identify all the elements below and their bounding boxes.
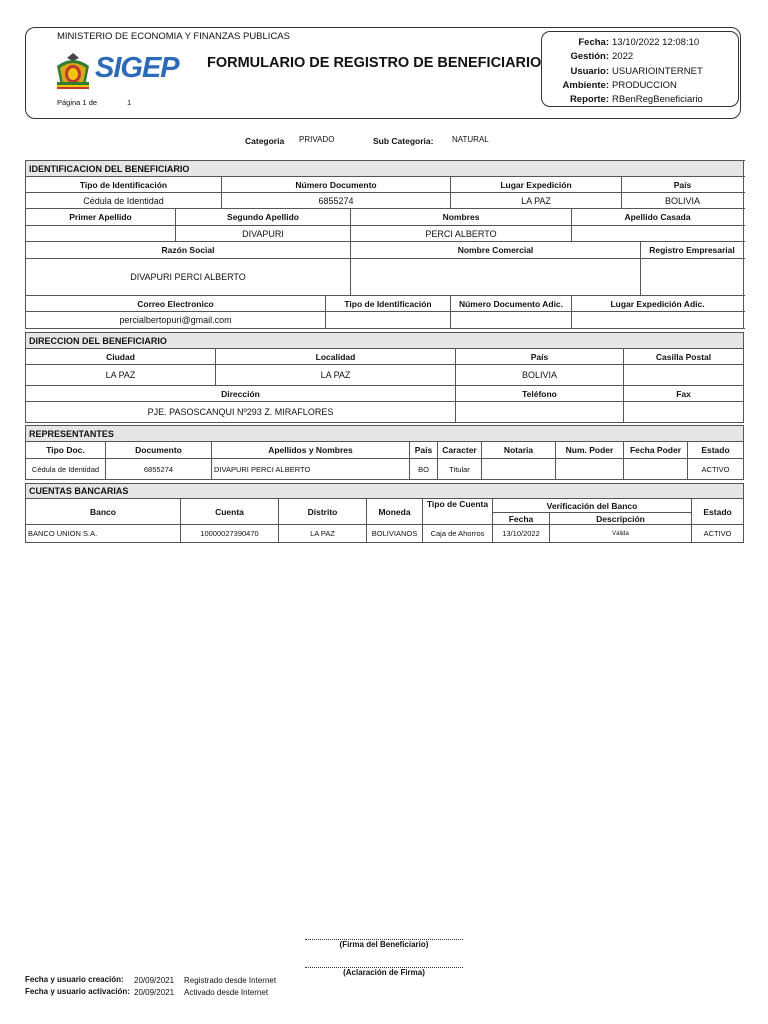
cell-registro-empresarial bbox=[641, 259, 744, 296]
ministry-name: MINISTERIO DE ECONOMIA Y FINANZAS PUBLICAS bbox=[57, 31, 290, 42]
cell-fecha-poder bbox=[624, 459, 688, 480]
activacion-date: 20/09/2021 bbox=[134, 988, 175, 997]
header-localidad: Localidad bbox=[216, 349, 456, 365]
header-pais-rep: País bbox=[410, 442, 438, 459]
sub-categoria-label: Sub Categoria: bbox=[373, 136, 434, 146]
cell-fecha-verificacion: 13/10/2022 bbox=[493, 525, 550, 543]
header-numero-documento-adic: Número Documento Adic. bbox=[451, 296, 572, 312]
meta-row-gestion bbox=[542, 51, 740, 65]
meta-label: Ambiente: bbox=[562, 80, 609, 91]
header-banco: Banco bbox=[26, 499, 181, 525]
cell-telefono bbox=[456, 402, 624, 423]
cell-distrito: LA PAZ bbox=[279, 525, 367, 543]
section-direccion: DIRECCION DEL BENEFICIARIO bbox=[26, 333, 744, 349]
sub-categoria-value: NATURAL bbox=[452, 135, 489, 144]
header-fecha-verificacion: Fecha bbox=[493, 513, 550, 525]
header-nombres: Nombres bbox=[351, 209, 572, 226]
cell-primer-apellido bbox=[26, 226, 176, 242]
identificacion-table bbox=[25, 160, 744, 329]
header-numero-documento: Número Documento bbox=[222, 177, 451, 193]
cell-pais-direccion: BOLIVIA bbox=[456, 365, 624, 386]
cell-nombre-comercial bbox=[351, 259, 641, 296]
cuentas-table bbox=[25, 483, 744, 543]
cell-caracter: Titular bbox=[438, 459, 482, 480]
cell-lugar-expedicion: LA PAZ bbox=[451, 193, 622, 209]
header-pais: País bbox=[622, 177, 744, 193]
header-fecha-poder: Fecha Poder bbox=[624, 442, 688, 459]
meta-value: 2022 bbox=[612, 51, 634, 62]
firma-label: (Firma del Beneficiario) bbox=[339, 940, 429, 949]
section-cuentas: CUENTAS BANCARIAS bbox=[26, 484, 744, 499]
header-lugar-expedicion: Lugar Expedición bbox=[451, 177, 622, 193]
header-primer-apellido: Primer Apellido bbox=[26, 209, 176, 226]
cell-moneda: BOLIVIANOS bbox=[367, 525, 423, 543]
cell-pais: BOLIVIA bbox=[622, 193, 744, 209]
cell-banco: BANCO UNION S.A. bbox=[26, 525, 181, 543]
header-tipo-identificacion-adic: Tipo de Identificación bbox=[326, 296, 451, 312]
header-nombre-comercial: Nombre Comercial bbox=[351, 242, 641, 259]
header-estado-cuenta: Estado bbox=[692, 499, 744, 525]
header-notaria: Notaria bbox=[482, 442, 556, 459]
header-apellido-casada: Apellido Casada bbox=[572, 209, 744, 226]
header-pais-direccion: País bbox=[456, 349, 624, 365]
cell-estado-rep: ACTIVO bbox=[688, 459, 744, 480]
meta-label: Fecha: bbox=[578, 37, 609, 48]
categoria-value: PRIVADO bbox=[299, 135, 335, 144]
meta-value: 13/10/2022 12:08:10 bbox=[612, 37, 700, 48]
activacion-label: Fecha y usuario activación: bbox=[25, 987, 130, 996]
meta-value: PRODUCCION bbox=[612, 80, 677, 91]
direccion-table bbox=[25, 332, 744, 423]
logo-text: SIGEP bbox=[95, 52, 179, 84]
header-num-poder: Num. Poder bbox=[556, 442, 624, 459]
section-representantes: REPRESENTANTES bbox=[26, 426, 744, 442]
header-documento: Documento bbox=[106, 442, 212, 459]
cell-localidad: LA PAZ bbox=[216, 365, 456, 386]
header-tipo-cuenta: Tipo de Cuenta bbox=[423, 499, 493, 525]
cell-tipo-doc: Cédula de Identidad bbox=[26, 459, 106, 480]
cell-pais-rep: BO bbox=[410, 459, 438, 480]
header-casilla-postal: Casilla Postal bbox=[624, 349, 744, 365]
report-meta-box bbox=[541, 31, 739, 107]
header-direccion: Dirección bbox=[26, 386, 456, 402]
cell-estado-cuenta: ACTIVO bbox=[692, 525, 744, 543]
page-label: Página 1 de bbox=[57, 98, 98, 107]
header-verificacion-banco: Verificación del Banco bbox=[493, 499, 692, 513]
creacion-user: Registrado desde Internet bbox=[184, 976, 277, 985]
cell-ciudad: LA PAZ bbox=[26, 365, 216, 386]
page-number bbox=[57, 98, 131, 107]
meta-value: USUARIOINTERNET bbox=[612, 66, 703, 77]
cell-razon-social: DIVAPURI PERCI ALBERTO bbox=[26, 259, 351, 296]
meta-label: Usuario: bbox=[570, 66, 609, 77]
cell-numero-documento: 6855274 bbox=[222, 193, 451, 209]
header-razon-social: Razón Social bbox=[26, 242, 351, 259]
cell-segundo-apellido: DIVAPURI bbox=[176, 226, 351, 242]
header-caracter: Caracter bbox=[438, 442, 482, 459]
header-registro-empresarial: Registro Empresarial bbox=[641, 242, 744, 259]
meta-label: Gestión: bbox=[570, 51, 609, 62]
sigep-logo bbox=[55, 52, 190, 94]
header-apellidos-nombres: Apellidos y Nombres bbox=[212, 442, 410, 459]
header-telefono: Teléfono bbox=[456, 386, 624, 402]
cell-descripcion: Válida bbox=[550, 525, 692, 543]
cell-apellido-casada bbox=[572, 226, 744, 242]
cell-nombres: PERCI ALBERTO bbox=[351, 226, 572, 242]
categoria-label: Categoria bbox=[245, 136, 285, 146]
section-identificacion: IDENTIFICACION DEL BENEFICIARIO bbox=[26, 161, 744, 177]
cell-tipo-cuenta: Caja de Ahorros bbox=[423, 525, 493, 543]
meta-row-reporte bbox=[542, 94, 740, 108]
meta-row-usuario bbox=[542, 66, 740, 80]
cell-direccion: PJE. PASOSCANQUI Nº293 Z. MIRAFLORES bbox=[26, 402, 456, 423]
header-moneda: Moneda bbox=[367, 499, 423, 525]
cell-tipo-identificacion: Cédula de Identidad bbox=[26, 193, 222, 209]
meta-value: RBenRegBeneficiario bbox=[612, 94, 703, 105]
meta-row-fecha bbox=[542, 37, 740, 51]
cell-correo-electronico: percialbertopuri@gmail.com bbox=[26, 312, 326, 329]
header-estado-rep: Estado bbox=[688, 442, 744, 459]
cell-tipo-identificacion-adic bbox=[326, 312, 451, 329]
form-title: FORMULARIO DE REGISTRO DE BENEFICIARIO bbox=[207, 55, 542, 71]
page-total: 1 bbox=[127, 98, 132, 107]
creacion-label: Fecha y usuario creación: bbox=[25, 975, 124, 984]
cell-lugar-expedicion-adic bbox=[572, 312, 744, 329]
cell-documento: 6855274 bbox=[106, 459, 212, 480]
header-tipo-identificacion: Tipo de Identificación bbox=[26, 177, 222, 193]
header-tipo-doc: Tipo Doc. bbox=[26, 442, 106, 459]
coat-of-arms-icon bbox=[55, 52, 91, 92]
header-ciudad: Ciudad bbox=[26, 349, 216, 365]
aclaracion-label: (Aclaración de Firma) bbox=[343, 968, 425, 977]
header-lugar-expedicion-adic: Lugar Expedición Adic. bbox=[572, 296, 744, 312]
header-distrito: Distrito bbox=[279, 499, 367, 525]
cell-apellidos-nombres: DIVAPURI PERCI ALBERTO bbox=[212, 459, 410, 480]
header-correo-electronico: Correo Electronico bbox=[26, 296, 326, 312]
header-cuenta: Cuenta bbox=[181, 499, 279, 525]
cell-num-poder bbox=[556, 459, 624, 480]
representantes-table bbox=[25, 425, 744, 480]
meta-row-ambiente bbox=[542, 80, 740, 94]
cell-notaria bbox=[482, 459, 556, 480]
cell-numero-documento-adic bbox=[451, 312, 572, 329]
creacion-date: 20/09/2021 bbox=[134, 976, 175, 985]
header-descripcion: Descripción bbox=[550, 513, 692, 525]
cell-casilla-postal bbox=[624, 365, 744, 386]
activacion-user: Activado desde Internet bbox=[184, 988, 269, 997]
header-fax: Fax bbox=[624, 386, 744, 402]
header-segundo-apellido: Segundo Apellido bbox=[176, 209, 351, 226]
cell-fax bbox=[624, 402, 744, 423]
cell-cuenta: 10000027390470 bbox=[181, 525, 279, 543]
meta-label: Reporte: bbox=[569, 94, 609, 105]
